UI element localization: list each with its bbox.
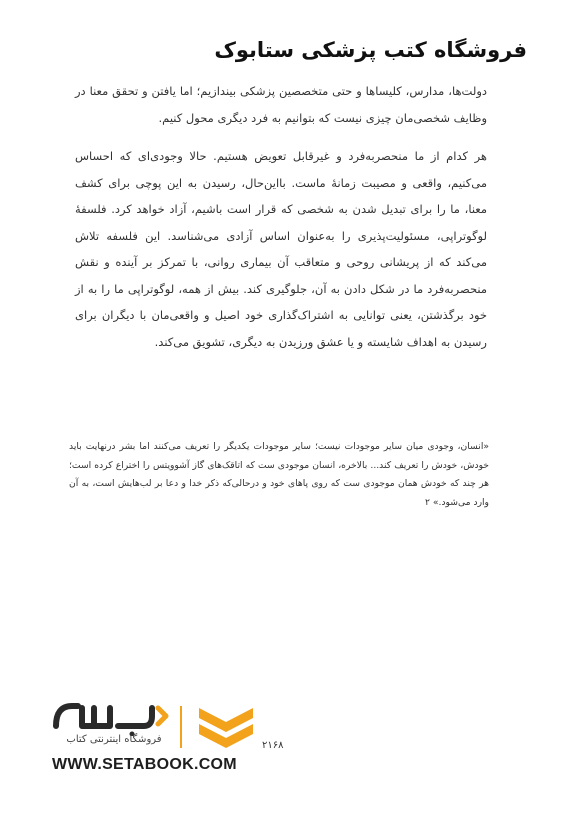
page-title: فروشگاه کتب پزشکی ستابوک [214,38,527,62]
body-text [75,78,487,367]
logo-divider [180,706,182,748]
website-url[interactable]: WWW.SETABOOK.COM [52,756,237,773]
setabook-logo[interactable] [40,690,270,785]
book-chevron-icon [195,704,257,750]
logo-wordmark-icon [48,696,178,736]
paragraph: هر کدام از ما منحصربه‌فرد و غیرقابل تعویض هستیم. حالا وجودی‌ای که احساس می‌کنیم، واقعی و مصیبت زمانهٔ ماست. بااین‌حال، رسیدن به این پوچی برای کشف معنا، ما را برای تبدیل شدن به شخصی که قرار است باشیم، آزاد خواهد کرد. فلسفهٔ لوگوتراپی، مسئولیت‌پذیری را به‌عنوان اساس آزادی می‌شناسد. این فلسفه تلاش می‌کند که از پریشانی روحی و متعاقب آن بیماری روانی، با تمرکز بر آینده و نقش منحصربه‌فرد ما در شکل دادن به آن، جلوگیری کند. بیش از همه، لوگوتراپی ما را به از خود برگذشتن، یعنی توانایی به اشتراک‌گذاری خود اصیل و واقعی‌مان با دیگران برای رسیدن به اهداف شایسته و یا عشق ورزیدن به دیگری، تشویق می‌کند. [75,149,487,349]
logo-tagline: فروشگاه اینترنتی کتاب [66,734,162,745]
footnote-quote: «انسان، وجودی میان سایر موجودات نیست؛ سایر موجودات یکدیگر را تعریف می‌کنند اما بشر درنهایت باید خودش، خودش را تعریف کند... بالاخره، انسان موجودی ست که اتاقک‌های گاز آشوویتس را اختراع کرده است؛ هر چند که خودش همان موجودی ست که روی پاهای خود و درحالی‌که ذکر خدا و دعا بر لب‌هایش است، به آن وارد می‌شود.» ۲ [69,441,489,508]
page-number: ۲۱۶۸ [262,740,284,751]
paragraph: دولت‌ها، مدارس، کلیساها و حتی متخصصین پزشکی بیندازیم؛ اما یافتن و تحقق معنا در وظایف شخصی‌مان چیزی نیست که بتوانیم به فرد دیگری محول کنیم. [75,84,487,125]
